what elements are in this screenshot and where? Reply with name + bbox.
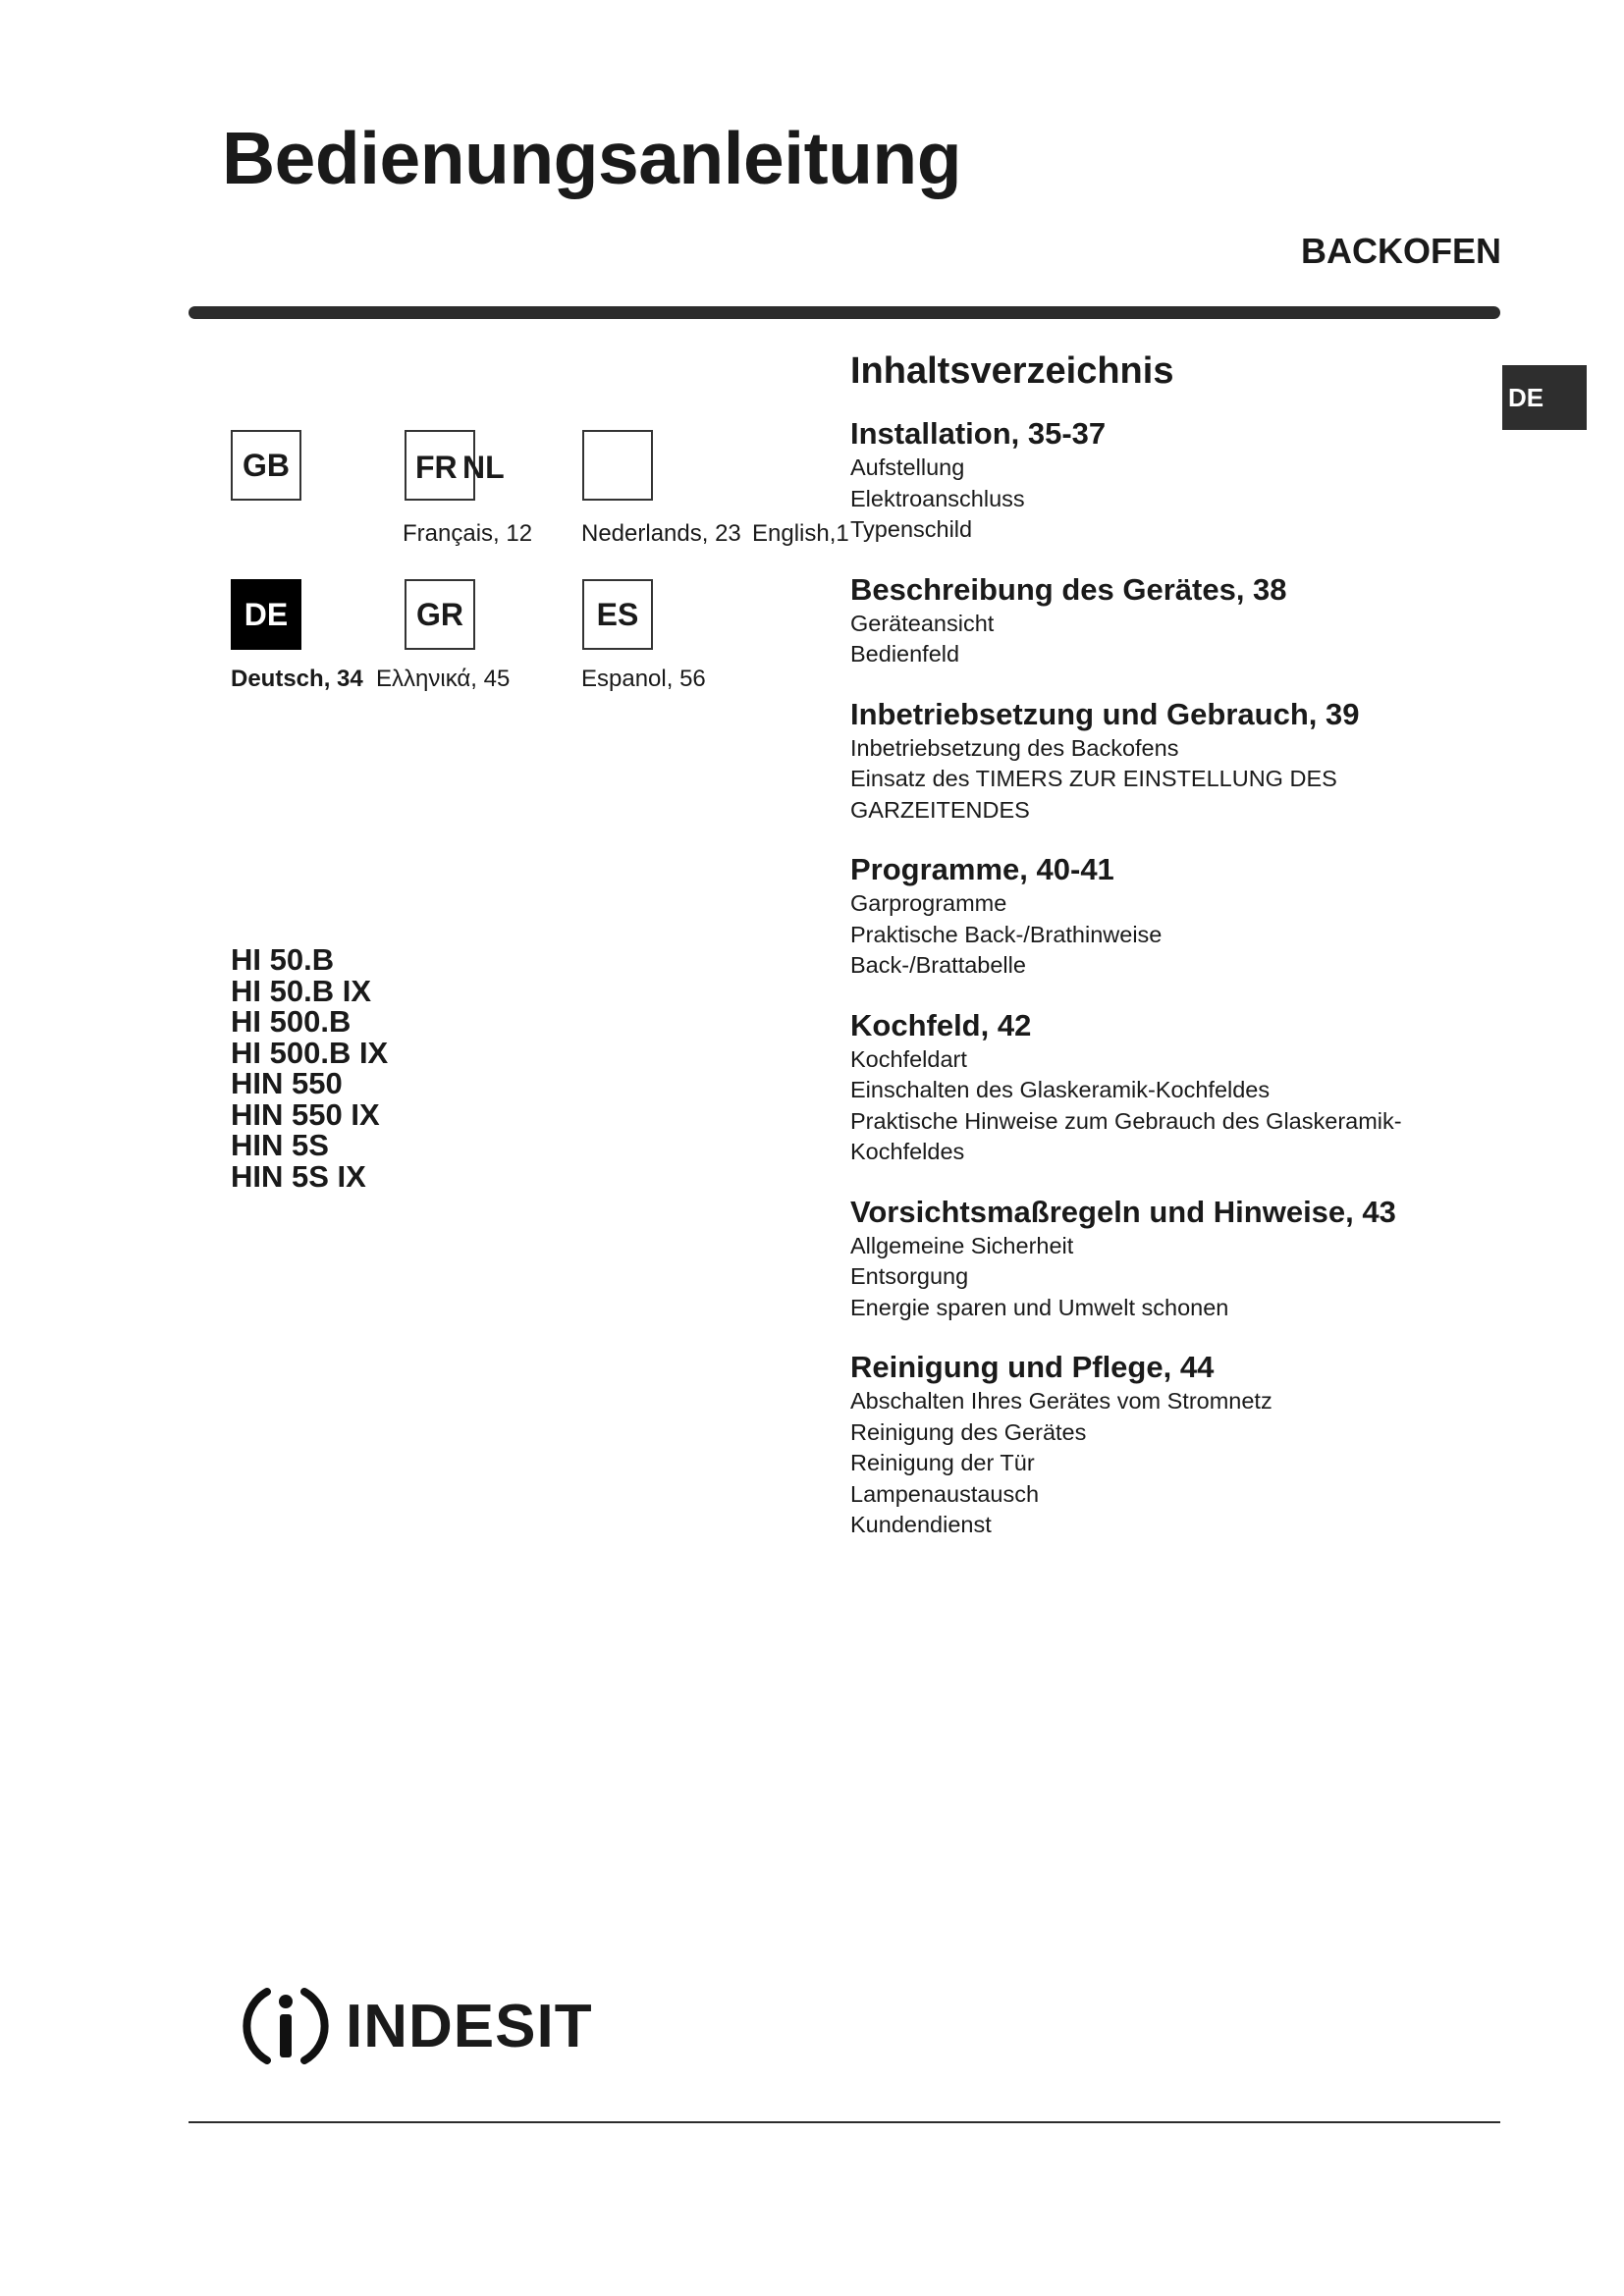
toc-item[interactable]: Elektroanschluss [850,485,1025,511]
language-box-es[interactable]: ES [582,579,653,650]
language-caption-de[interactable]: Deutsch, 34 [231,666,363,692]
model-list [231,944,388,1192]
toc-heading[interactable]: Inbetriebsetzung und Gebrauch, 39 [850,696,1360,731]
toc-item[interactable]: Garprogramme [850,890,1007,916]
toc-item[interactable]: Geräteansicht [850,610,995,636]
toc-heading[interactable]: Vorsichtsmaßregeln und Hinweise, 43 [850,1194,1396,1229]
page-subtitle: BACKOFEN [1301,231,1501,271]
toc-section-reinigung [850,1349,1479,1541]
toc-item[interactable]: Lampenaustausch [850,1480,1040,1507]
model-item: HI 500.B [231,1004,352,1039]
model-item: HIN 550 IX [231,1096,380,1132]
toc-item[interactable]: Bedienfeld [850,641,960,667]
brand-name: INDESIT [346,1992,593,2060]
model-item: HIN 550 [231,1066,343,1100]
toc-item[interactable]: Energie sparen und Umwelt schonen [850,1294,1229,1320]
language-box-gb[interactable]: GB [231,430,301,501]
toc-item[interactable]: Praktische Back-/Brathinweise [850,921,1163,947]
model-item: HI 50.B [231,942,335,977]
toc-heading[interactable]: Installation, 35-37 [850,416,1107,451]
language-box-de[interactable]: DE [231,579,301,650]
language-caption-es[interactable]: Espanol, 56 [581,666,706,692]
model-item: HIN 5S IX [231,1158,366,1194]
toc-item[interactable]: Praktische Hinweise zum Gebrauch des Glaskeramik-Kochfeldes [850,1107,1402,1164]
toc-section-vorsicht [850,1194,1479,1324]
toc-item[interactable]: Kochfeldart [850,1045,967,1072]
model-item: HI 50.B IX [231,973,371,1008]
language-caption-gr[interactable]: Ελληνικά, 45 [376,666,511,692]
toc-item[interactable]: Reinigung des Gerätes [850,1418,1087,1445]
toc-item[interactable]: Back-/Brattabelle [850,952,1026,978]
footer-divider [189,2121,1500,2123]
toc-item[interactable]: Allgemeine Sicherheit [850,1232,1074,1258]
model-item: HIN 5S [231,1128,329,1162]
language-code-fr: FR [415,450,458,485]
language-caption-gb[interactable]: English,1 [752,520,849,547]
model-item: HI 500.B IX [231,1035,389,1070]
indesit-logo-icon [238,1978,334,2074]
page-title: Bedienungsanleitung [222,117,962,199]
toc-heading[interactable]: Programme, 40-41 [850,852,1114,886]
toc-item[interactable]: Inbetriebsetzung des Backofens [850,734,1179,761]
language-caption-fr[interactable]: Français, 12 [403,520,533,547]
language-code-nl: NL [462,450,505,485]
toc-heading[interactable]: Reinigung und Pflege, 44 [850,1350,1215,1384]
toc-item[interactable]: Aufstellung [850,454,965,480]
header-divider [189,306,1500,319]
toc-item[interactable]: Typenschild [850,516,973,542]
toc-heading[interactable]: Kochfeld, 42 [850,1007,1032,1042]
toc-section-beschreibung [850,571,1479,670]
toc-list [850,415,1479,1567]
toc-item[interactable]: Kundendienst [850,1512,992,1537]
toc-section-programme [850,851,1479,982]
language-box-gr[interactable]: GR [405,579,475,650]
toc-section-installation [850,415,1479,546]
toc-item[interactable]: Reinigung der Tür [850,1450,1035,1475]
language-box-nl[interactable] [582,430,653,501]
brand-logo [238,1978,593,2074]
toc-item[interactable]: Entsorgung [850,1263,969,1289]
toc-title: Inhaltsverzeichnis [850,350,1174,392]
toc-heading[interactable]: Beschreibung des Gerätes, 38 [850,571,1287,607]
toc-section-kochfeld [850,1007,1479,1168]
toc-item[interactable]: Abschalten Ihres Gerätes vom Stromnetz [850,1388,1272,1414]
toc-section-inbetriebsetzung [850,696,1479,827]
language-caption-nl[interactable]: Nederlands, 23 [581,520,741,547]
language-side-tab: DE [1502,365,1587,430]
toc-item[interactable]: Einschalten des Glaskeramik-Kochfeldes [850,1077,1271,1102]
toc-item[interactable]: Einsatz des TIMERS ZUR EINSTELLUNG DES GARZEITENDES [850,766,1337,823]
